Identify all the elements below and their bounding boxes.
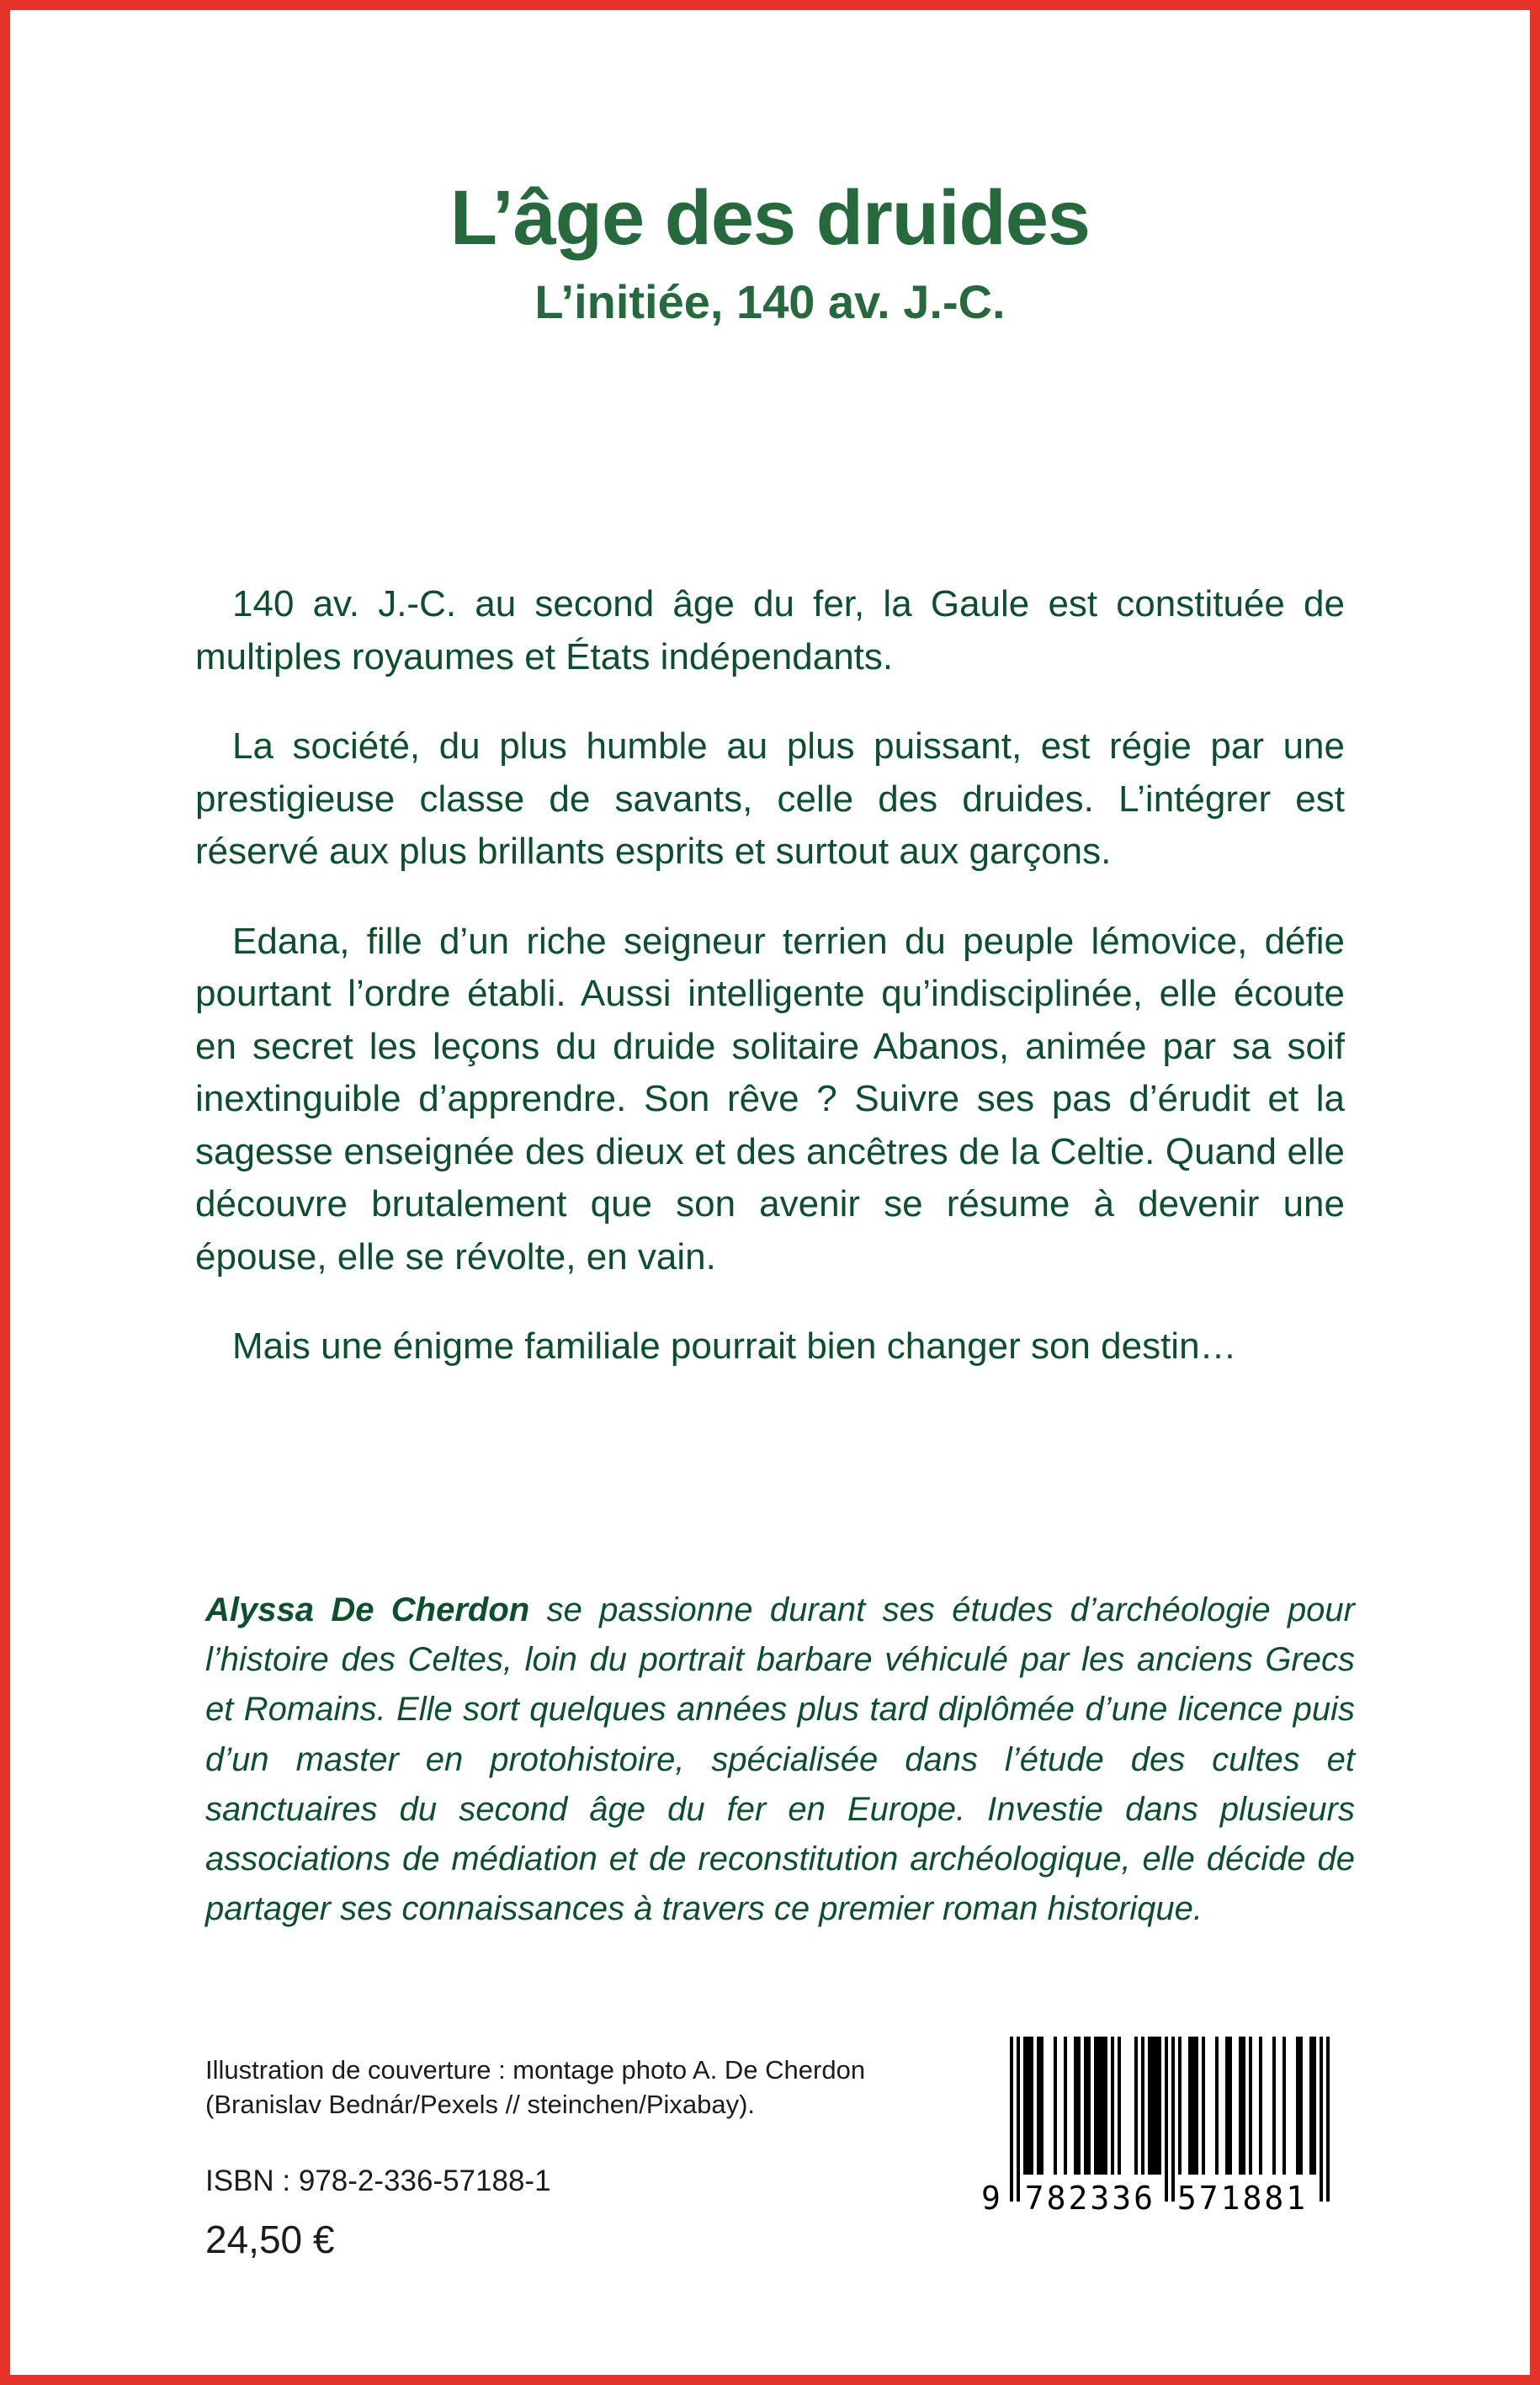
synopsis [195,578,1345,1373]
isbn: ISBN : 978-2-336-57188-1 [205,2165,551,2197]
author-bio-text: se passionne durant ses études d’archéologie pour l’histoire des Celtes, loin du portrait barbare véhiculé par les anciens Grecs et Romains. Elle sort quelques années plus tard diplômée d’une licence puis d’un master en protohistoire, spécialisée dans l’étude des cultes et sanctuaires du second âge du fer en Europe. Investie dans plusieurs associations de médiation et de reconstitution archéologique, elle décide de partager ses connaissances à travers ce premier roman historique. [205,1591,1355,1928]
author-name: Alyssa De Cherdon [205,1591,530,1628]
book-subtitle: L’initiée, 140 av. J.-C. [534,275,1006,329]
author-bio-paragraph [205,1586,1355,1934]
credit-line-1: Illustration de couverture : montage photo A. De Cherdon [205,2055,866,2085]
synopsis-paragraph-1: 140 av. J.-C. au second âge du fer, la Gaule est constituée de multiples royaumes et États indépendants. [195,583,1345,677]
credit-line-2: (Branislav Bednár/Pexels // steinchen/Pixabay). [205,2089,756,2119]
synopsis-paragraph-2: La société, du plus humble au plus puissant, est régie par une prestigieuse classe de savants, celle des druides. L’intégrer est réservé aux plus brillants esprits et surtout aux garçons. [195,725,1345,873]
book-title: L’âge des druides [449,175,1091,261]
barcode-bars [1010,2037,1330,2202]
barcode [981,2037,1330,2247]
price-label: 24,50 € [205,2218,335,2261]
synopsis-paragraph-3: Edana, fille d’un riche seigneur terrien du peuple lémovice, défie pourtant l’ordre établi. Aussi intelligente qu’indisciplinée, elle écoute en secret les leçons du druide solitaire Abanos, animée par sa soif inextinguible d’apprendre. Son rêve ? Suivre ses pas d’érudit et la sagesse enseignée des dieux et des ancêtres de la Celtie. Quand elle découvre brutalement que son avenir se résume à devenir une épouse, elle se révolte, en vain. [195,920,1345,1277]
title-block [10,175,1530,329]
barcode-number: 9 782336 571881 [981,2180,1309,2217]
synopsis-paragraph-4: Mais une énigme familiale pourrait bien changer son destin… [232,1325,1237,1368]
cover-credits [205,2053,865,2122]
author-bio [205,1586,1355,1934]
